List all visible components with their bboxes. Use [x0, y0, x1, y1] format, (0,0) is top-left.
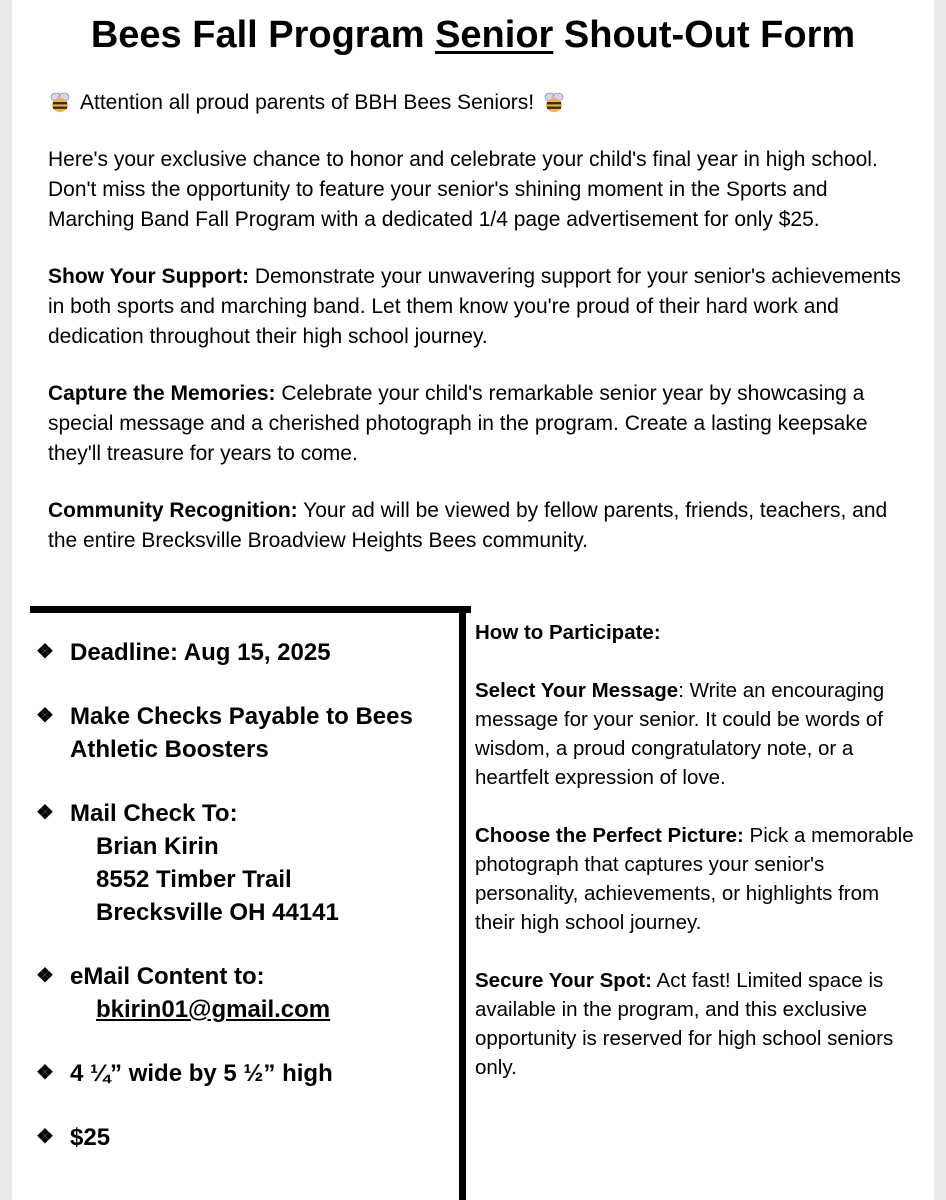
diamond-bullet-icon: ❖ — [36, 705, 54, 727]
community-heading: Community Recognition: — [48, 499, 298, 522]
community-paragraph — [48, 496, 908, 556]
step-secure — [475, 966, 923, 1082]
list-item — [36, 960, 456, 1026]
support-body: Demonstrate your unwavering support for your senior's achievements in both sports and marching band. Let them know you're proud of their hard work and dedication throughout their high school journey. — [48, 265, 901, 348]
mail-city: Brecksville OH 44141 — [96, 899, 339, 926]
deadline-text: Deadline: Aug 15, 2025 — [70, 639, 331, 666]
list-item — [36, 1121, 456, 1154]
attention-line — [48, 88, 908, 118]
email-link[interactable]: bkirin01@gmail.com — [96, 996, 331, 1023]
participate-heading — [475, 618, 923, 647]
memories-paragraph — [48, 379, 908, 469]
details-list — [36, 636, 456, 1185]
support-paragraph — [48, 262, 908, 352]
page-title — [12, 12, 934, 58]
step-heading: Secure Your Spot: — [475, 969, 652, 992]
step-message — [475, 676, 923, 792]
diamond-bullet-icon: ❖ — [36, 641, 54, 663]
ad-size-text: 4 ¼” wide by 5 ½” high — [70, 1060, 333, 1087]
bee-icon — [48, 92, 72, 114]
step-heading: Choose the Perfect Picture: — [475, 824, 744, 847]
price-text: $25 — [70, 1124, 111, 1151]
title-suffix: Shout-Out Form — [553, 14, 856, 56]
step-separator: : — [678, 679, 690, 702]
mail-check-block — [70, 797, 456, 929]
intro-section — [48, 88, 908, 583]
mail-street: 8552 Timber Trail — [96, 866, 292, 893]
checks-payable-text: Make Checks Payable to Bees Athletic Boosters — [70, 703, 413, 763]
step-body: Act fast! Limited space is available in the program, and this exclusive opportunity is reserved for high school seniors only. — [475, 969, 894, 1079]
diamond-bullet-icon: ❖ — [36, 965, 54, 987]
participate-heading-text: How to Participate: — [475, 621, 661, 644]
list-item — [36, 636, 456, 669]
memories-heading: Capture the Memories: — [48, 382, 276, 405]
step-heading: Select Your Message — [475, 679, 679, 702]
intro-paragraph: Here's your exclusive chance to honor and celebrate your child's final year in high school. Don't miss the opportunity to feature your senior's shining moment in the Sports and Marching Band Fall Program with a dedicated 1/4 page advertisement for only $25. — [48, 148, 878, 231]
support-heading: Show Your Support: — [48, 265, 250, 288]
flyer-page — [12, 0, 934, 1200]
step-body: Write an encouraging message for your senior. It could be words of wisdom, a proud congratulatory note, or a heartfelt expression of love. — [475, 679, 885, 789]
bee-icon — [542, 92, 566, 114]
email-block — [70, 960, 456, 1026]
memories-body: Celebrate your child's remarkable senior year by showcasing a special message and a cherished photograph in the program. Create a lasting keepsake they'll treasure for years to come. — [48, 382, 868, 465]
diamond-bullet-icon: ❖ — [36, 802, 54, 824]
mail-name: Brian Kirin — [96, 833, 219, 860]
attention-text: Attention all proud parents of BBH Bees Seniors! — [80, 91, 535, 114]
vertical-divider — [459, 606, 466, 1200]
step-picture — [475, 821, 923, 937]
participate-section — [475, 618, 923, 1111]
title-underlined-word: Senior — [435, 14, 554, 56]
mail-label: Mail Check To: — [70, 800, 238, 827]
diamond-bullet-icon: ❖ — [36, 1126, 54, 1148]
email-label: eMail Content to: — [70, 963, 265, 990]
title-prefix: Bees Fall Program — [90, 14, 436, 56]
horizontal-divider — [30, 606, 471, 613]
list-item — [36, 1057, 456, 1090]
diamond-bullet-icon: ❖ — [36, 1062, 54, 1084]
community-body: Your ad will be viewed by fellow parents, friends, teachers, and the entire Brecksville Broadview Heights Bees community. — [48, 499, 888, 552]
step-body: Pick a memorable photograph that captures your senior's personality, achievements, or highlights from their high school journey. — [475, 824, 914, 934]
list-item — [36, 700, 456, 766]
list-item — [36, 797, 456, 929]
